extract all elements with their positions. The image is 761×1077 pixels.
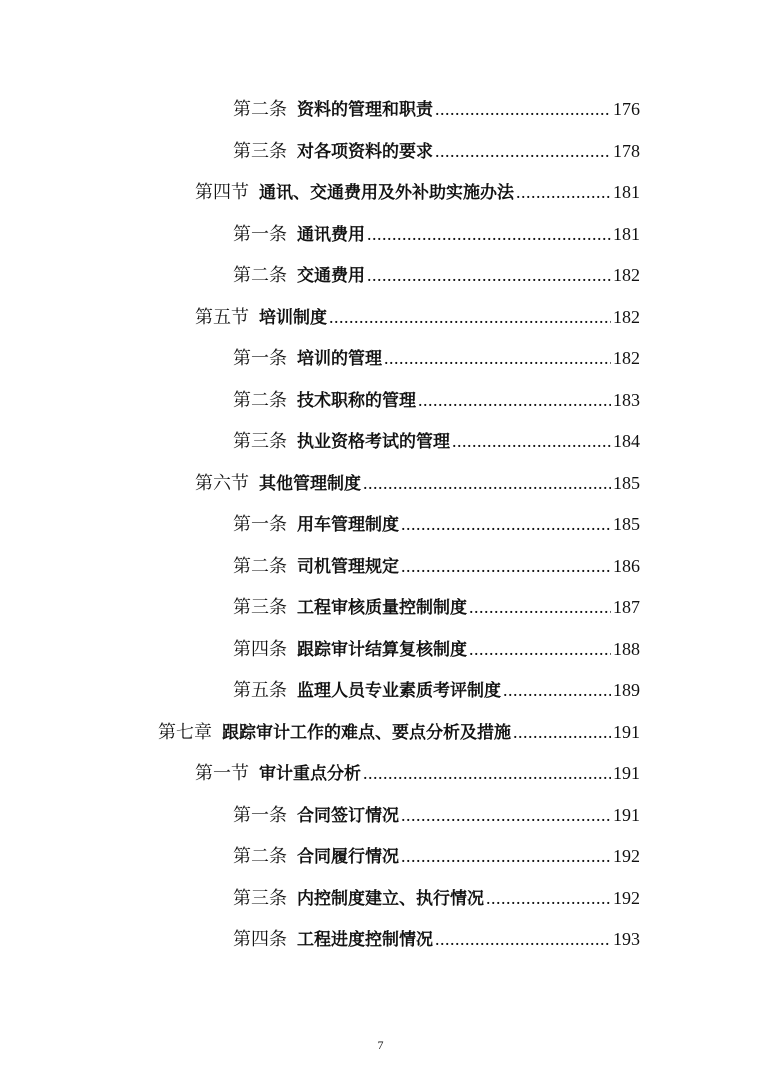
toc-entry-number: 第六节: [195, 473, 249, 494]
toc-entry-number: 第二条: [233, 390, 287, 411]
toc-entry-article: [233, 592, 640, 622]
toc-entry-number: 第二条: [233, 99, 287, 120]
toc-entry-page: 192: [613, 846, 640, 866]
toc-entry-article: [233, 426, 640, 456]
dot-leader: [418, 385, 611, 415]
toc-entry-article: [233, 343, 640, 373]
toc-entry-page: 188: [613, 639, 640, 659]
toc-entry-number: 第四条: [233, 639, 287, 660]
toc-entry-page: 189: [613, 680, 640, 700]
dot-leader: [401, 800, 611, 830]
dot-leader: [363, 758, 611, 788]
toc-entry-page: 185: [613, 514, 640, 534]
toc-entry-title: 工程进度控制情况: [297, 930, 433, 950]
toc-entry-page: 182: [613, 348, 640, 368]
toc-entry-article: [233, 219, 640, 249]
toc-entry-page: 182: [613, 265, 640, 285]
toc-entry-title: 用车管理制度: [297, 515, 399, 535]
toc-entry-number: 第二条: [233, 846, 287, 867]
toc-entry-title: 资料的管理和职责: [297, 100, 433, 120]
dot-leader: [384, 343, 611, 373]
toc-entry-page: 191: [613, 763, 640, 783]
toc-entry-page: 184: [613, 431, 640, 451]
toc-entry-article: [233, 385, 640, 415]
toc-entry-title: 执业资格考试的管理: [297, 432, 450, 452]
toc-entry-section: [195, 302, 640, 332]
toc-entry-title: 通讯、交通费用及外补助实施办法: [259, 183, 514, 203]
toc-entry-page: 185: [613, 473, 640, 493]
toc-entry-title: 技术职称的管理: [297, 391, 416, 411]
toc-entry-article: [233, 551, 640, 581]
toc-entry-title: 监理人员专业素质考评制度: [297, 681, 501, 701]
toc-entry-page: 191: [613, 722, 640, 742]
dot-leader: [469, 634, 611, 664]
toc-entry-section: [195, 468, 640, 498]
dot-leader: [401, 509, 611, 539]
toc-entry-article: [233, 924, 640, 954]
dot-leader: [435, 136, 611, 166]
dot-leader: [401, 841, 611, 871]
toc-entry-chapter: [158, 717, 640, 747]
dot-leader: [516, 177, 611, 207]
toc-entry-title: 工程审核质量控制制度: [297, 598, 467, 618]
toc-entry-number: 第四条: [233, 929, 287, 950]
dot-leader: [503, 675, 611, 705]
toc-entry-number: 第三条: [233, 597, 287, 618]
toc-entry-title: 跟踪审计工作的难点、要点分析及措施: [222, 723, 511, 743]
toc-entry-article: [233, 800, 640, 830]
toc-entry-article: [233, 634, 640, 664]
dot-leader: [469, 592, 611, 622]
dot-leader: [401, 551, 611, 581]
toc-entry-number: 第三条: [233, 141, 287, 162]
toc-entry-number: 第三条: [233, 431, 287, 452]
toc-entry-section: [195, 758, 640, 788]
dot-leader: [513, 717, 611, 747]
toc-entry-title: 司机管理规定: [297, 557, 399, 577]
toc-entry-number: 第二条: [233, 265, 287, 286]
toc-entry-page: 182: [613, 307, 640, 327]
toc-entry-title: 合同履行情况: [297, 847, 399, 867]
toc-entry-title: 其他管理制度: [259, 474, 361, 494]
page-number: 7: [377, 1038, 384, 1052]
toc-entry-page: 178: [613, 141, 640, 161]
toc-entry-title: 跟踪审计结算复核制度: [297, 640, 467, 660]
toc-entry-title: 内控制度建立、执行情况: [297, 889, 484, 909]
toc-entry-number: 第一条: [233, 224, 287, 245]
toc-entry-number: 第三条: [233, 888, 287, 909]
dot-leader: [486, 883, 611, 913]
toc-entry-title: 合同签订情况: [297, 806, 399, 826]
toc-entry-article: [233, 136, 640, 166]
toc-entry-number: 第一节: [195, 763, 249, 784]
toc-entry-section: [195, 177, 640, 207]
toc-entry-article: [233, 509, 640, 539]
toc-entry-article: [233, 675, 640, 705]
toc-entry-page: 191: [613, 805, 640, 825]
toc-entry-page: 181: [613, 224, 640, 244]
toc-entry-title: 对各项资料的要求: [297, 142, 433, 162]
toc-entry-page: 186: [613, 556, 640, 576]
dot-leader: [329, 302, 611, 332]
toc-entry-page: 187: [613, 597, 640, 617]
dot-leader: [435, 94, 611, 124]
toc-entry-number: 第一条: [233, 348, 287, 369]
toc-entry-article: [233, 883, 640, 913]
dot-leader: [452, 426, 611, 456]
toc-entry-number: 第五条: [233, 680, 287, 701]
toc-entry-page: 192: [613, 888, 640, 908]
toc-entry-page: 181: [613, 182, 640, 202]
toc-entry-article: [233, 841, 640, 871]
toc-entry-number: 第一条: [233, 805, 287, 826]
toc-entry-title: 通讯费用: [297, 225, 365, 245]
toc-entry-number: 第七章: [158, 722, 212, 743]
dot-leader: [363, 468, 611, 498]
toc-entry-number: 第一条: [233, 514, 287, 535]
toc-entry-article: [233, 260, 640, 290]
toc-entry-article: [233, 94, 640, 124]
toc-entry-title: 审计重点分析: [259, 764, 361, 784]
toc-entry-title: 培训的管理: [297, 349, 382, 369]
toc-entry-number: 第二条: [233, 556, 287, 577]
dot-leader: [435, 924, 611, 954]
toc-entry-number: 第五节: [195, 307, 249, 328]
toc-entry-number: 第四节: [195, 182, 249, 203]
toc-entry-page: 176: [613, 99, 640, 119]
toc-entry-page: 183: [613, 390, 640, 410]
toc-entry-title: 培训制度: [259, 308, 327, 328]
toc-entry-title: 交通费用: [297, 266, 365, 286]
toc-entry-page: 193: [613, 929, 640, 949]
dot-leader: [367, 260, 611, 290]
dot-leader: [367, 219, 611, 249]
